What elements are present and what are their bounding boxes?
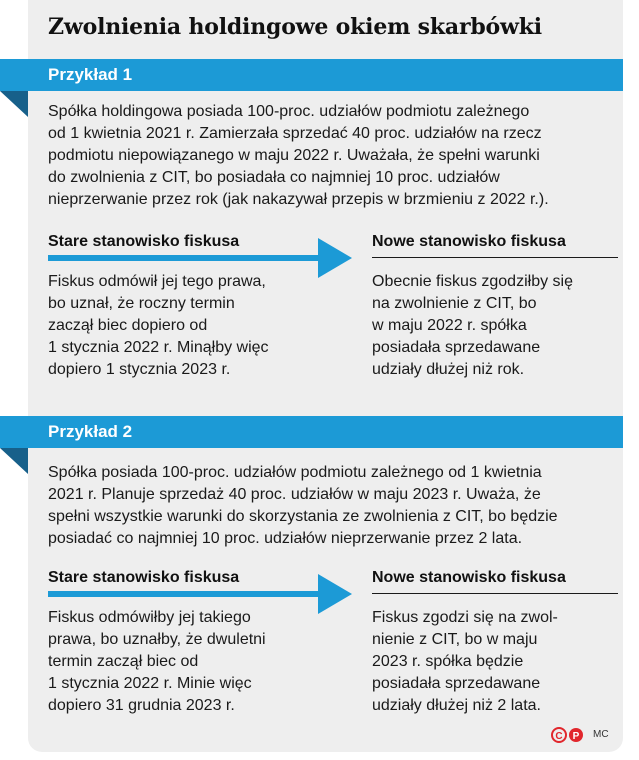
text-line: prawa, bo uznałby, że dwuletni: [48, 631, 266, 648]
text-line: udziały dłużej niż 2 lata.: [372, 697, 541, 714]
divider: [372, 593, 618, 594]
divider: [372, 257, 618, 258]
publisher-logo: [551, 727, 585, 743]
example-2-label: Przykład 2: [48, 422, 133, 441]
text-line: nienie z CIT, bo w maju: [372, 631, 538, 648]
text-line: w maju 2022 r. spółka: [372, 317, 527, 334]
arrow-right-icon: [318, 574, 352, 614]
example-2-band: [0, 416, 623, 448]
text-line: posiadać co najmniej 10 proc. udziałów nieprzerwanie przez 2 lata.: [48, 530, 523, 547]
text-line: 2021 r. Planuje sprzedaż 40 proc. udziałów w maju 2023 r. Uważa, że: [48, 486, 541, 503]
text-line: spełni wszystkie warunki do skorzystania ze zwolnienia z CIT, bo będzie: [48, 508, 558, 525]
example-1-description: [48, 101, 618, 211]
example-2-description: [48, 462, 618, 550]
example-2-old-body: [48, 607, 308, 717]
text-line: zaczął biec dopiero od: [48, 317, 208, 334]
example-2-old-heading: Stare stanowisko fiskusa: [48, 569, 240, 586]
example-1-new-body: [372, 271, 612, 381]
example-1-label: Przykład 1: [48, 65, 133, 84]
example-1-new-heading: Nowe stanowisko fiskusa: [372, 233, 566, 250]
text-line: posiadała sprzedawane: [372, 675, 541, 692]
example-1-old-heading: Stare stanowisko fiskusa: [48, 233, 240, 250]
text-line: Obecnie fiskus zgodziłby się: [372, 273, 573, 290]
text-line: bo uznał, że roczny termin: [48, 295, 235, 312]
arrow-shaft: [48, 591, 318, 597]
text-line: Spółka holdingowa posiada 100-proc. udziałów podmiotu zależnego: [48, 103, 530, 120]
example-1-old-body: [48, 271, 308, 381]
text-line: dopiero 1 stycznia 2023 r.: [48, 361, 231, 378]
text-line: udziały dłużej niż rok.: [372, 361, 525, 378]
text-line: posiadała sprzedawane: [372, 339, 541, 356]
example-1-band: [0, 59, 623, 91]
arrow-right-icon: [318, 238, 352, 278]
example-2-new-heading: Nowe stanowisko fiskusa: [372, 569, 566, 586]
text-line: od 1 kwietnia 2021 r. Zamierzała sprzedać 40 proc. udziałów na rzecz: [48, 125, 542, 142]
page-title: Zwolnienia holdingowe okiem skarbówki: [48, 14, 542, 40]
svg-text:P: P: [572, 731, 580, 742]
text-line: do zwolnienia z CIT, bo posiadała co najmniej 10 proc. udziałów: [48, 169, 500, 186]
author-credit: MC: [593, 729, 609, 740]
text-line: podmiotu niepowiązanego w maju 2022 r. Uważała, że spełni warunki: [48, 147, 540, 164]
text-line: Fiskus odmówiłby jej takiego: [48, 609, 251, 626]
text-line: Spółka posiada 100-proc. udziałów podmiotu zależnego od 1 kwietnia: [48, 464, 542, 481]
text-line: 1 stycznia 2022 r. Minie więc: [48, 675, 252, 692]
arrow-shaft: [48, 255, 318, 261]
text-line: Fiskus zgodzi się na zwol-: [372, 609, 558, 626]
example-2-fold: [0, 448, 28, 474]
text-line: 2023 r. spółka będzie: [372, 653, 524, 670]
text-line: nieprzerwanie przez rok (jak nakazywał przepis w brzmieniu z 2022 r.).: [48, 191, 549, 208]
text-line: 1 stycznia 2022 r. Minąłby więc: [48, 339, 269, 356]
text-line: na zwolnienie z CIT, bo: [372, 295, 537, 312]
example-2-new-body: [372, 607, 612, 717]
text-line: dopiero 31 grudnia 2023 r.: [48, 697, 235, 714]
svg-text:C: C: [555, 731, 563, 742]
example-1-fold: [0, 91, 28, 117]
text-line: Fiskus odmówił jej tego prawa,: [48, 273, 266, 290]
text-line: termin zaczął biec od: [48, 653, 199, 670]
